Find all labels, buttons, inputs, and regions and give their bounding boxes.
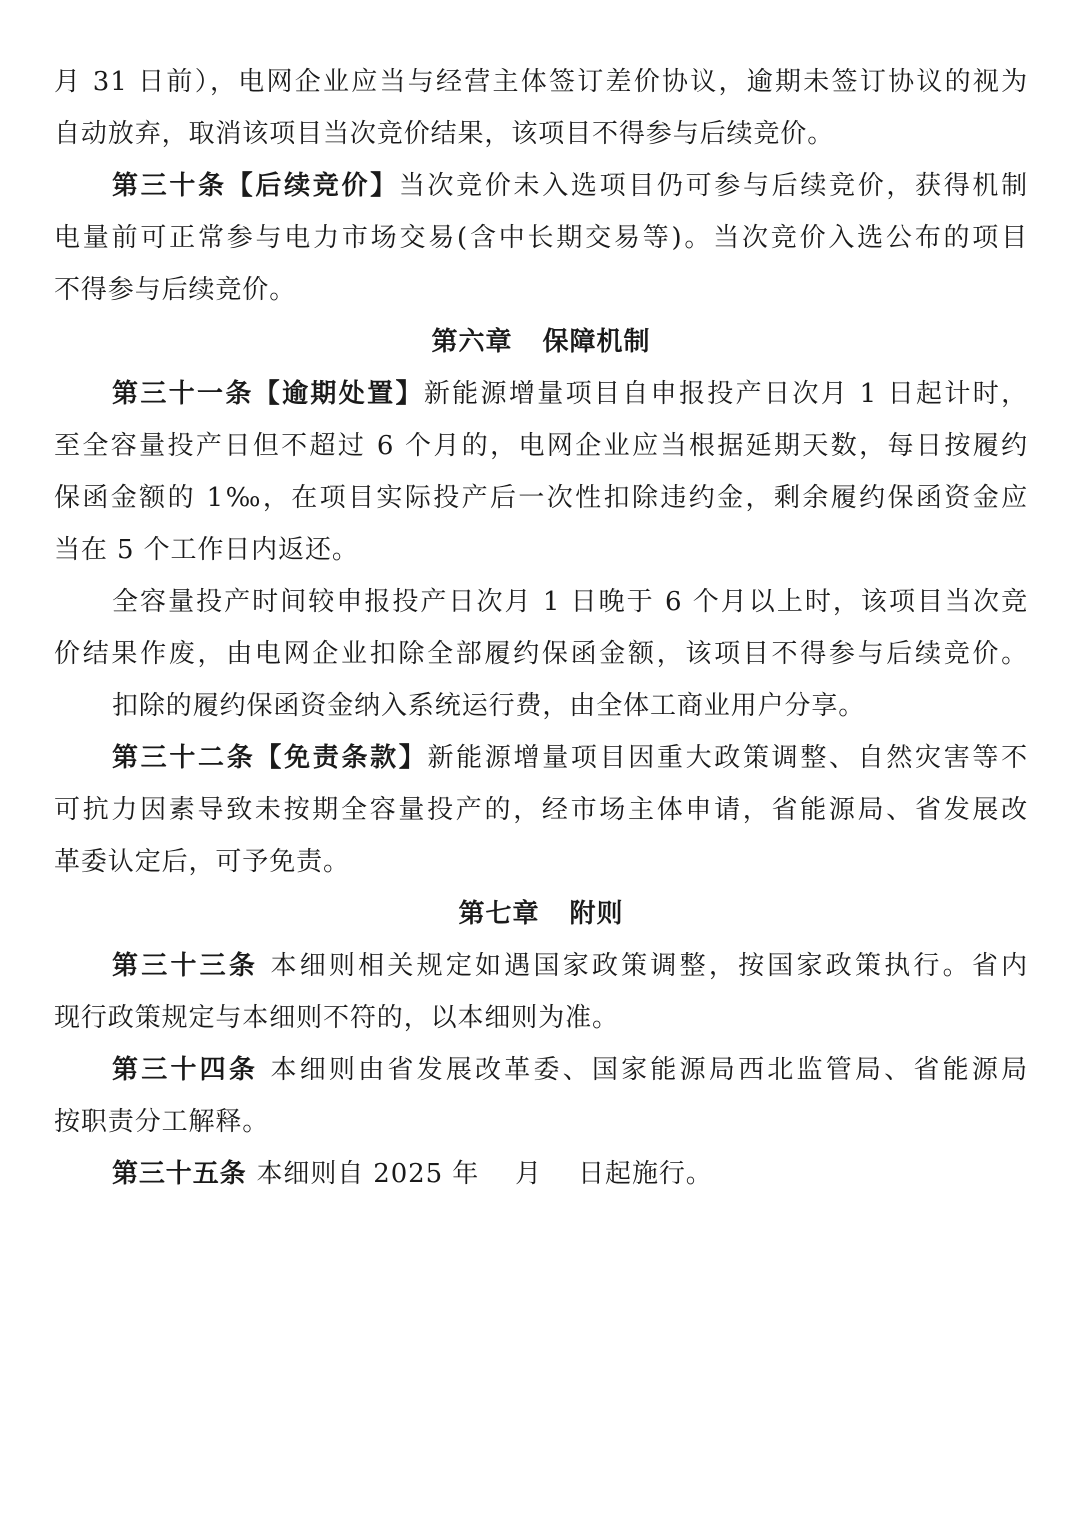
article-heading: 第三十一条【逾期处置】 xyxy=(112,379,424,409)
text-line: 革委认定后，可予免责。 xyxy=(54,847,350,877)
text-line: 保函金额的 1‰，在项目实际投产后一次性扣除违约金，剩余履约保函资金应 xyxy=(54,483,1028,513)
text-line xyxy=(54,732,1028,784)
article-text: 本细则自 2025 年 月 日起施行。 xyxy=(256,1159,713,1189)
article-31-paragraph-3 xyxy=(54,680,1028,732)
paragraph-continued xyxy=(54,56,1028,160)
article-heading: 第三十二条【免责条款】 xyxy=(112,743,428,773)
text-line: 电量前可正常参与电力市场交易(含中长期交易等)。当次竞价入选公布的项目 xyxy=(54,223,1028,253)
article-text: 新能源增量项目因重大政策调整、自然灾害等不 xyxy=(427,743,1028,773)
text-line: 不得参与后续竞价。 xyxy=(54,275,297,305)
text-line: 按职责分工解释。 xyxy=(54,1107,270,1137)
article-heading: 第三十五条 xyxy=(112,1159,247,1189)
text-line: 价结果作废，由电网企业扣除全部履约保函金额，该项目不得参与后续竞价。 xyxy=(54,639,1028,669)
text-line xyxy=(54,368,1028,420)
article-text: 本细则相关规定如遇国家政策调整，按国家政策执行。省内 xyxy=(268,951,1028,981)
text-line: 至全容量投产日但不超过 6 个月的，电网企业应当根据延期天数，每日按履约 xyxy=(54,431,1028,461)
text-line xyxy=(54,1044,1028,1096)
text-line: 现行政策规定与本细则不符的，以本细则为准。 xyxy=(54,1003,619,1033)
text-line: 月 31 日前），电网企业应当与经营主体签订差价协议，逾期未签订协议的视为 xyxy=(54,67,1028,97)
article-32 xyxy=(54,732,1028,888)
article-text: 本细则由省发展改革委、国家能源局西北监管局、省能源局 xyxy=(268,1055,1028,1085)
chapter-title: 保障机制 xyxy=(542,327,651,357)
text-line xyxy=(54,160,1028,212)
article-31 xyxy=(54,368,1028,576)
article-35 xyxy=(54,1148,1028,1200)
text-line xyxy=(54,1148,1028,1200)
document-page xyxy=(54,56,1028,1200)
text-line: 自动放弃，取消该项目当次竞价结果，该项目不得参与后续竞价。 xyxy=(54,119,835,149)
article-34 xyxy=(54,1044,1028,1148)
article-text: 新能源增量项目自申报投产日次月 1 日起计时， xyxy=(423,379,1028,409)
article-30 xyxy=(54,160,1028,316)
article-text: 当次竞价未入选项目仍可参与后续竞价，获得机制 xyxy=(398,171,1028,201)
article-heading: 第三十条【后续竞价】 xyxy=(112,171,399,201)
article-heading: 第三十四条 xyxy=(112,1055,259,1085)
text-line: 扣除的履约保函资金纳入系统运行费，由全体工商业用户分享。 xyxy=(112,691,866,721)
chapter-heading-7 xyxy=(54,888,1028,940)
text-line: 可抗力因素导致未按期全容量投产的，经市场主体申请，省能源局、省发展改 xyxy=(54,795,1028,825)
chapter-heading-6 xyxy=(54,316,1028,368)
text-line: 当在 5 个工作日内返还。 xyxy=(54,535,359,565)
article-heading: 第三十三条 xyxy=(112,951,259,981)
chapter-number: 第六章 xyxy=(431,327,513,357)
article-31-paragraph-2 xyxy=(54,576,1028,680)
text-line: 全容量投产时间较申报投产日次月 1 日晚于 6 个月以上时，该项目当次竞 xyxy=(112,587,1028,617)
article-33 xyxy=(54,940,1028,1044)
chapter-title: 附则 xyxy=(569,899,624,929)
text-line xyxy=(54,940,1028,992)
chapter-number: 第七章 xyxy=(458,899,540,929)
